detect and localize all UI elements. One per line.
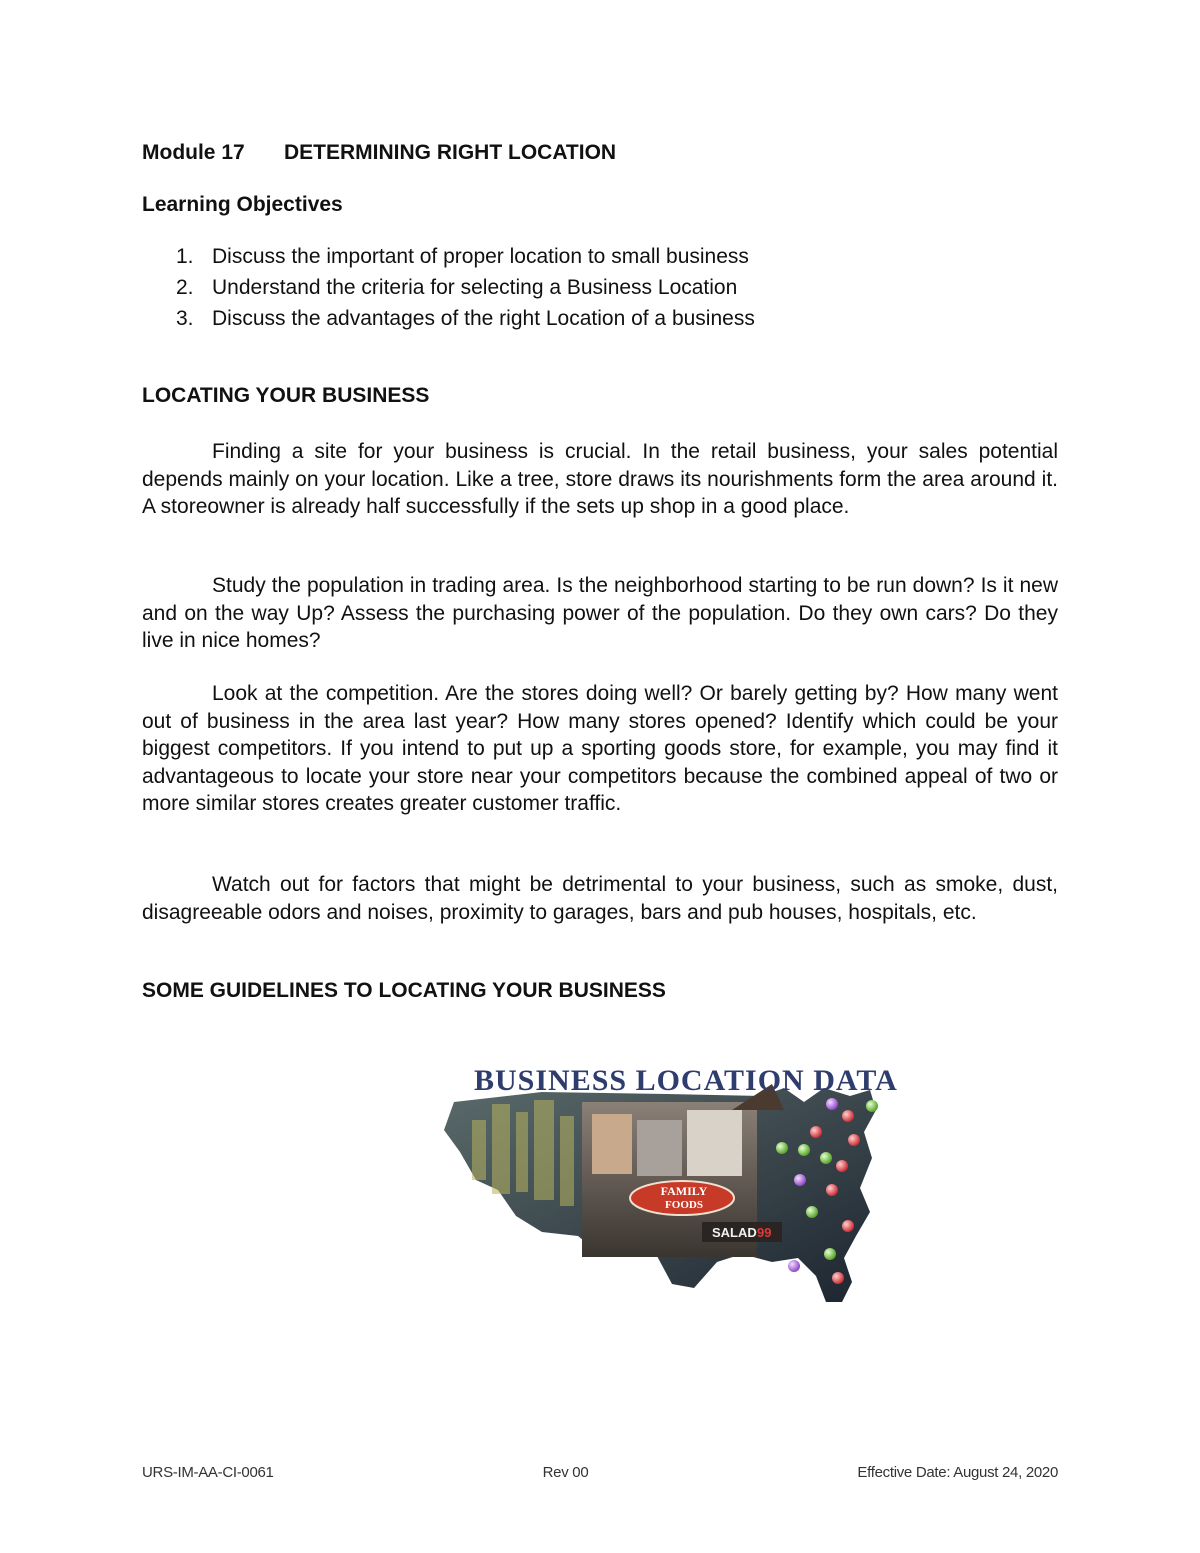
document-code: URS-IM-AA-CI-0061	[142, 1464, 274, 1481]
paragraph-population: Study the population in trading area. Is the neighborhood starting to be run down? Is it new and on the way Up? Assess the purchasing power of the population. Do they own cars? Do they live in nice homes?	[142, 574, 1058, 652]
guidelines-heading: SOME GUIDELINES TO LOCATING YOUR BUSINESS	[142, 979, 666, 1002]
objective-item	[142, 274, 755, 305]
module-number: Module 17	[142, 141, 245, 164]
objective-item	[142, 243, 755, 274]
learning-objectives-heading: Learning Objectives	[142, 193, 343, 216]
objective-text: Discuss the advantages of the right Location of a business	[212, 307, 755, 330]
sign-family-text: FAMILY	[660, 1184, 708, 1198]
effective-date: Effective Date: August 24, 2020	[857, 1464, 1058, 1481]
paragraph-detrimental: Watch out for factors that might be detrimental to your business, such as smoke, dust, disagreeable odors and noises, proximity to garages, bars and pub houses, hospitals, etc.	[142, 873, 1058, 924]
sign-foods-text: FOODS	[665, 1199, 703, 1211]
objective-text: Discuss the important of proper location to small business	[212, 245, 749, 268]
objective-text: Understand the criteria for selecting a Business Location	[212, 276, 738, 299]
objective-number: 2.	[176, 276, 194, 299]
locating-heading: LOCATING YOUR BUSINESS	[142, 384, 430, 407]
paragraph-competition: Look at the competition. Are the stores doing well? Or barely getting by? How many went out of business in the area last year? How many stores opened? Identify which could be your biggest competitors. If you intend to put up a sporting goods store, for example, you may find it advantageous to locate your store near your competitors because the combined appeal of two or more similar stores creates greater customer traffic.	[142, 682, 1058, 815]
module-title	[142, 141, 616, 165]
objective-number: 1.	[176, 245, 194, 268]
objective-number: 3.	[176, 307, 194, 330]
paragraph-site: Finding a site for your business is crucial. In the retail business, your sales potential depends mainly on your location. Like a tree, store draws its nourishments form the area around it. A storeowner is already half successfully if the sets up shop in a good place.	[142, 440, 1058, 518]
objective-item	[142, 305, 755, 336]
page-footer	[142, 1464, 1058, 1481]
image-title: BUSINESS LOCATION DATA	[474, 1064, 898, 1097]
sign-price-text: 99	[757, 1225, 772, 1240]
revision-number: Rev 00	[542, 1464, 589, 1481]
module-name: DETERMINING RIGHT LOCATION	[284, 141, 617, 164]
objectives-list	[142, 243, 755, 336]
business-location-data-image	[432, 1040, 912, 1312]
sign-salad-text: SALAD	[712, 1225, 757, 1240]
